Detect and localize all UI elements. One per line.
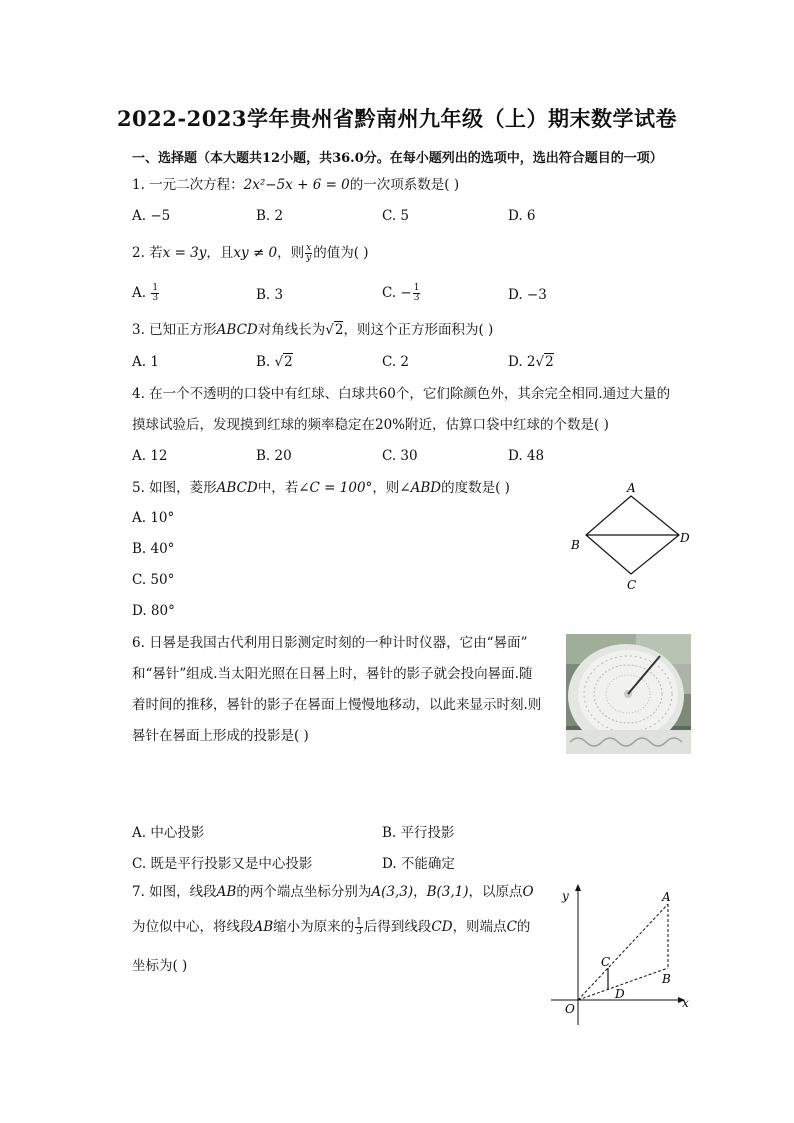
q2-fraction: $\frac{x}{y}$ — [306, 243, 312, 263]
q3-option-b[interactable]: B. √2 — [256, 354, 293, 370]
q3-option-c[interactable]: C. 2 — [382, 354, 410, 370]
q5-option-a[interactable]: A. 10° — [132, 510, 175, 526]
q6-option-b[interactable]: B. 平行投影 — [382, 825, 455, 841]
page-title: 2022-2023学年贵州省黔南州九年级（上）期末数学试卷 — [116, 106, 678, 131]
label-a: A — [627, 481, 636, 495]
q1-option-c[interactable]: C. 5 — [382, 208, 410, 224]
question-7-line-1: 7. 如图，线段AB的两个端点坐标分别为A(3,3)，B(3,1)，以原点O — [132, 884, 534, 900]
y-axis-arrow — [575, 884, 581, 891]
coordinate-figure — [548, 880, 698, 1035]
q6-option-d[interactable]: D. 不能确定 — [382, 856, 455, 872]
label-b: B — [662, 972, 671, 986]
label-x: x — [682, 996, 689, 1010]
question-4-line-2: 摸球试验后，发现摸到红球的频率稳定在20%附近，估算口袋中红球的个数是( ) — [132, 417, 609, 433]
line-oa — [578, 904, 668, 1000]
label-c: C — [627, 578, 637, 592]
label-o: O — [565, 1002, 575, 1016]
q2-option-d[interactable]: D. −3 — [508, 287, 547, 303]
q2-option-b[interactable]: B. 3 — [256, 287, 284, 303]
q4-option-b[interactable]: B. 20 — [256, 448, 292, 464]
question-2-stem: 2. 若x = 3y，且xy ≠ 0，则 $\frac{x}{y}$ 的值为( ) — [132, 243, 369, 263]
q1-option-d[interactable]: D. 6 — [508, 208, 536, 224]
question-6-line-3: 着时间的推移，晷针的影子在晷面上慢慢地移动，以此来显示时刻.则 — [132, 697, 542, 713]
label-a: A — [662, 890, 671, 904]
q6-option-a[interactable]: A. 中心投影 — [132, 825, 205, 841]
q2-option-c[interactable]: C. − $\frac{1}{3}$ — [382, 283, 420, 303]
label-d: D — [615, 987, 625, 1001]
question-5-stem: 5. 如图，菱形ABCD中，若∠C = 100°，则∠ABD的度数是( ) — [132, 480, 510, 496]
q3-option-a[interactable]: A. 1 — [132, 354, 159, 370]
q5-option-c[interactable]: C. 50° — [132, 572, 175, 588]
question-1-stem: 1. 一元二次方程：2x²−5x + 6 = 0的一次项系数是( ) — [132, 177, 460, 193]
q4-option-d[interactable]: D. 48 — [508, 448, 545, 464]
q3-option-d[interactable]: D. 2√2 — [508, 354, 554, 370]
q2-option-a[interactable]: A. $\frac{1}{3}$ — [132, 283, 159, 303]
question-3-stem: 3. 已知正方形ABCD对角线长为√2，则这个正方形面积为( ) — [132, 322, 494, 338]
rhombus-figure — [562, 476, 702, 596]
label-b: B — [571, 538, 580, 552]
question-6-line-4: 晷针在晷面上形成的投影是( ) — [132, 728, 309, 744]
q4-option-c[interactable]: C. 30 — [382, 448, 418, 464]
question-4-line-1: 4. 在一个不透明的口袋中有红球、白球共60个，它们除颜色外，其余完全相同.通过大量的 — [132, 386, 671, 402]
q6-option-c[interactable]: C. 既是平行投影又是中心投影 — [132, 856, 313, 872]
q1-option-a[interactable]: A. −5 — [132, 208, 171, 224]
q4-option-a[interactable]: A. 12 — [132, 448, 168, 464]
question-7-line-2: 为位似中心，将线段AB缩小为原来的 $\frac{1}{3}$ 后得到线段CD，则端点C的 — [132, 917, 531, 937]
label-y: y — [562, 889, 569, 903]
q5-option-b[interactable]: B. 40° — [132, 541, 175, 557]
label-c: C — [601, 955, 611, 969]
q1-option-b[interactable]: B. 2 — [256, 208, 284, 224]
question-6-line-2: 和“晷针”组成.当太阳光照在日晷上时，晷针的影子就会投向晷面.随 — [132, 666, 533, 682]
question-6-line-1: 6. 日晷是我国古代利用日影测定时刻的一种计时仪器，它由“晷面” — [132, 635, 528, 651]
section-heading: 一、选择题（本大题共12小题，共36.0分。在每小题列出的选项中，选出符合题目的一项） — [132, 151, 663, 166]
sundial-photo — [566, 634, 691, 754]
question-7-line-3: 坐标为( ) — [132, 958, 188, 974]
label-d: D — [680, 531, 690, 545]
q5-option-d[interactable]: D. 80° — [132, 603, 175, 619]
